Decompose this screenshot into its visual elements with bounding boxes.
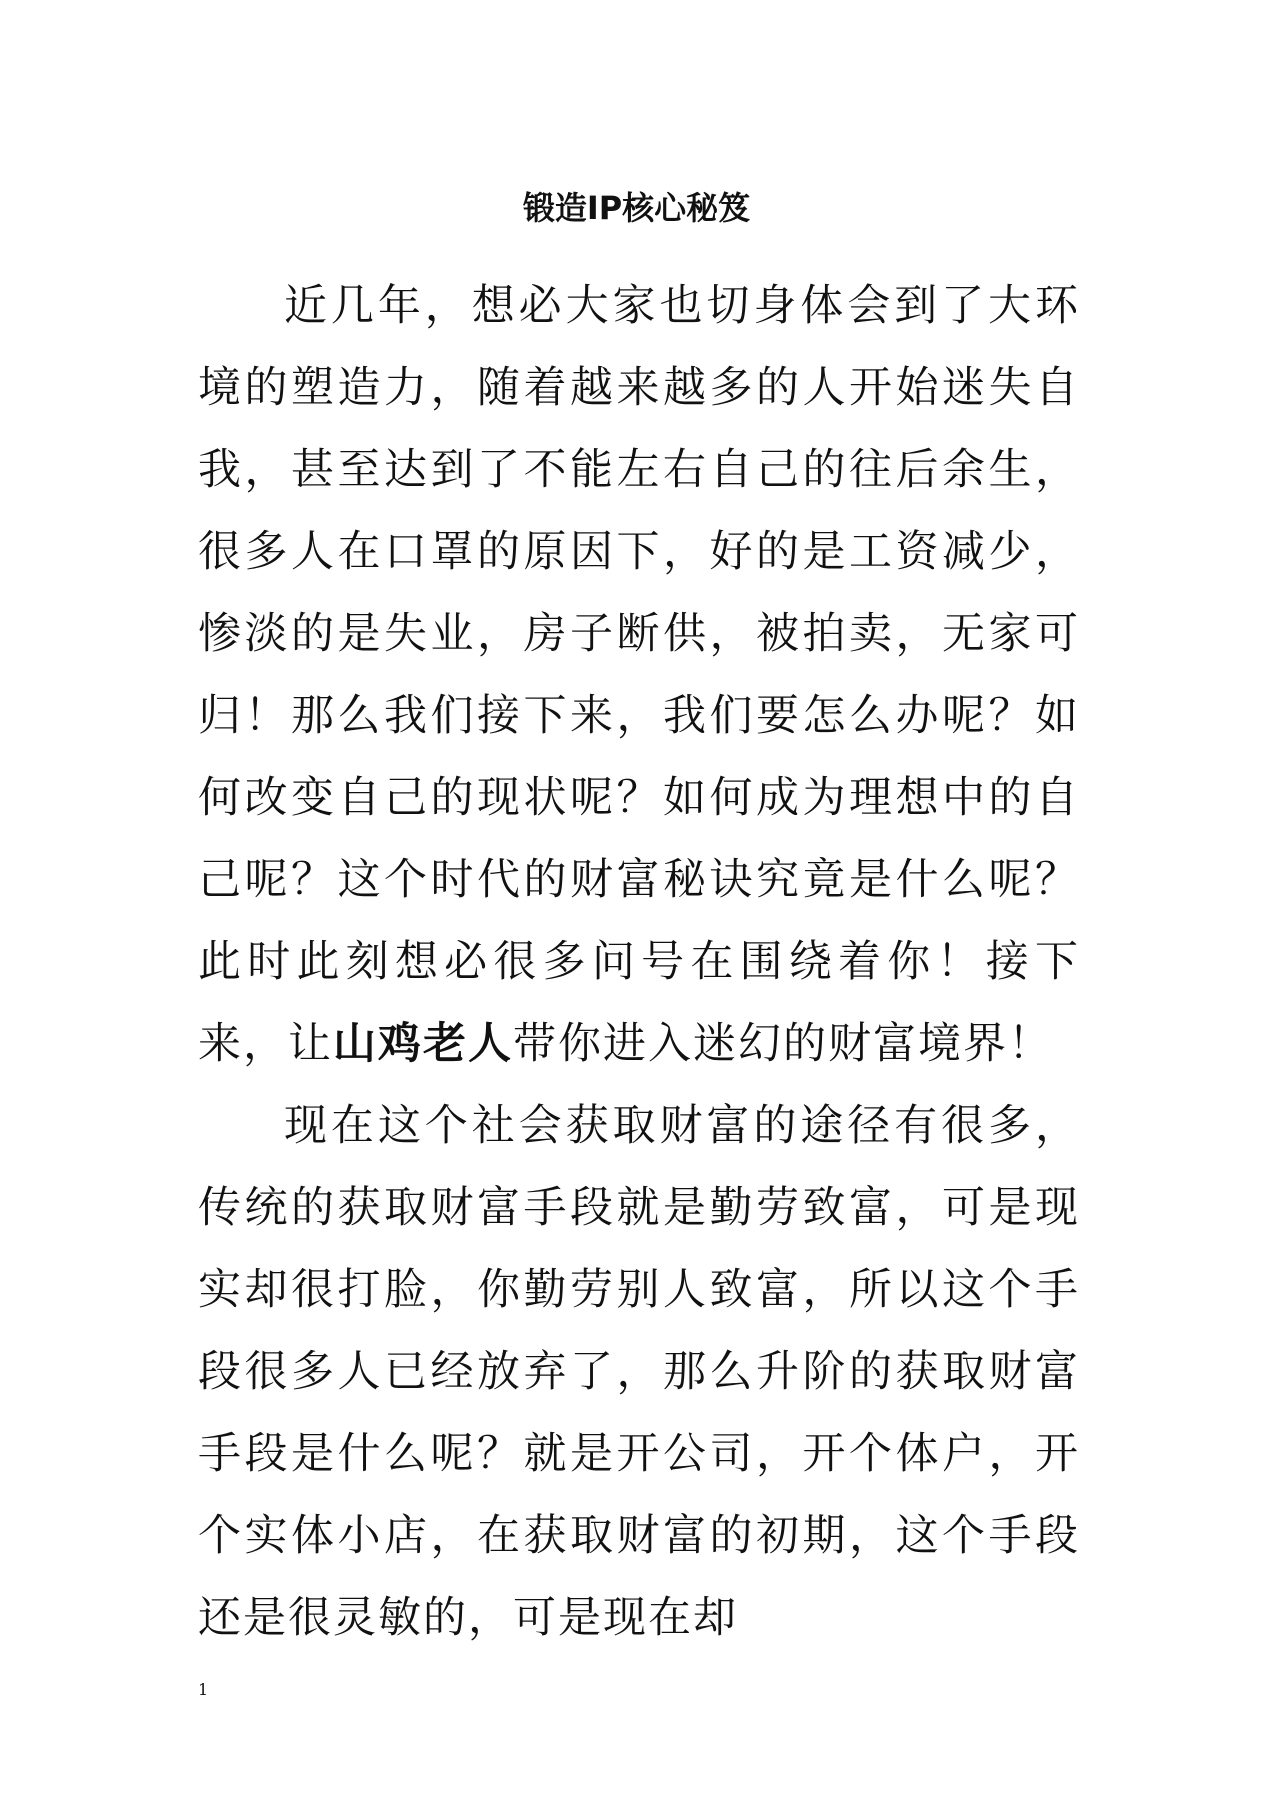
paragraph-1-text-after: 带你进入迷幻的财富境界！ xyxy=(513,1019,1053,1069)
document-title: 锻造IP核心秘笈 xyxy=(522,189,751,227)
paragraph-1 xyxy=(198,265,1080,1085)
paragraph-1-emphasis: 山鸡老人 xyxy=(333,1019,513,1069)
paragraph-2-text-before: 现在这个社会获取财富的途径有很多，传统的获取财富手段就是勤劳致富，可是现实却很打脸，你勤劳别人致富，所以这个手段很多人已经放弃了，那么升阶的获取财富手段是什么呢？就是开公司，开个体户，开个实体小店，在获取财富的初期，这个手段还是很灵敏的，可是现在却 xyxy=(198,1101,1080,1643)
paragraph-1-text-before: 近几年，想必大家也切身体会到了大环境的塑造力，随着越来越多的人开始迷失自我，甚至达到了不能左右自己的往后余生，很多人在口罩的原因下，好的是工资减少，惨淡的是失业，房子断供，被拍卖，无家可归！那么我们接下来，我们要怎么办呢？如何改变自己的现状呢？如何成为理想中的自己呢？这个时代的财富秘诀究竟是什么呢？此时此刻想必很多问号在围绕着你！接下来，让 xyxy=(198,281,1080,1069)
paragraph-2 xyxy=(198,1085,1080,1659)
page-number: 1 xyxy=(198,1680,209,1699)
document-body xyxy=(198,265,1080,1659)
